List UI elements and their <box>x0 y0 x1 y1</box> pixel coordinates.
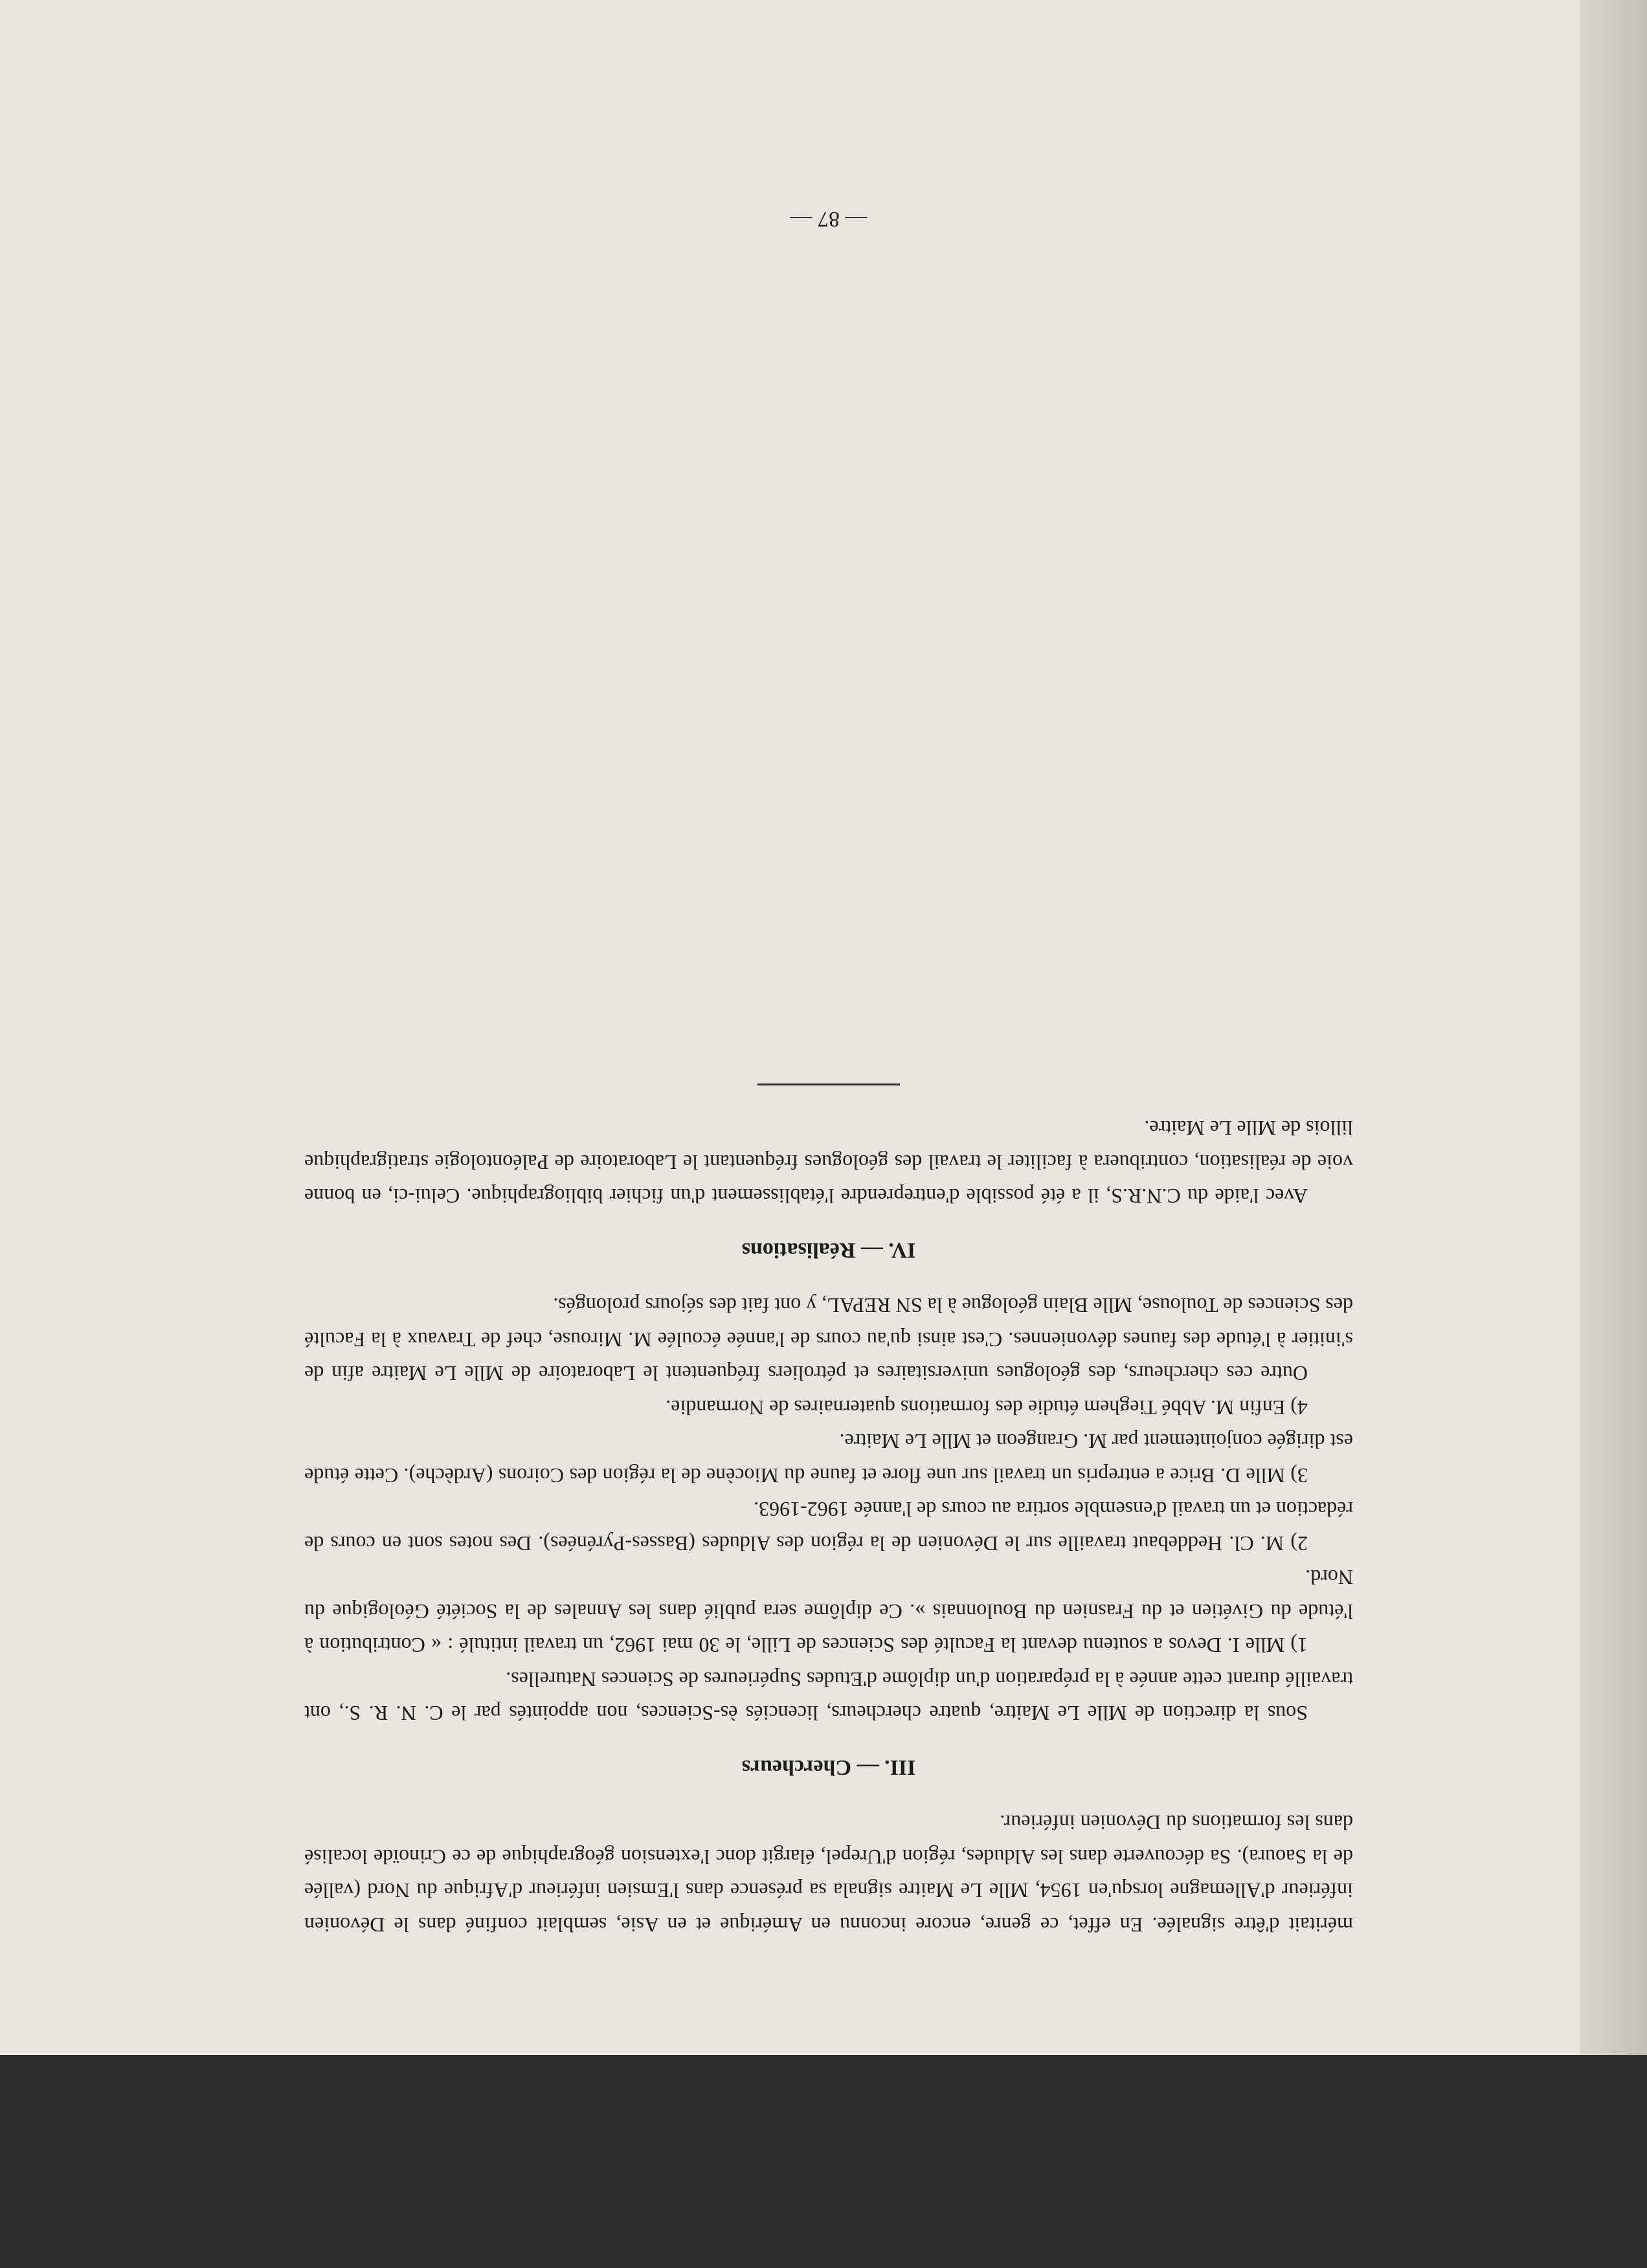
realisations-paragraph: Avec l'aide du C.N.R.S, il a été possible d'entreprendre l'établissement d'un fichier bibliographique. Celui-ci, en bonne voie de réalisation, contribuera à faciliter le travail des géologues fréquentant le Laboratoire de Paléontologie stratigraphique lillois de Mlle Le Maitre. <box>304 1117 1353 1208</box>
paper-edge <box>1580 0 1647 2055</box>
section-heading-chercheurs: III. — Chercheurs <box>741 1755 916 1779</box>
chercheur-item-3: 3) Mlle D. Brice a entrepris un travail sur une flore et faune du Miocène de la région des Coirons (Ardèche). Cette étude est dirigée conjointement par M. Grangeon et Mlle Le Maitre. <box>304 1430 1353 1487</box>
section-heading-realisations: IV. — Réalisations <box>741 1238 916 1262</box>
chercheurs-closing: Outre ces chercheurs, des géologues universitaires et pétroliers fréquentent le Laboratoire de Mlle Le Maitre afin de s'initier à l'étude des faunes dévoniennes. C'est ainsi qu'au cours de l'année écoulée M. Mirouse, chef de Travaux à la Faculté des Sciences de Toulouse, Mlle Blain géologue à la SN REPAL, y ont fait des séjours prolongés. <box>304 1294 1353 1386</box>
chercheur-item-2: 2) M. Cl. Heddebaut travaille sur le Dévonien de la région des Aldudes (Basses-Pyrénées). Des notes sont en cours de rédaction et un travail d'ensemble sortira au cours de l'année 1962-1963. <box>304 1498 1353 1555</box>
section-divider-rule <box>757 1084 900 1085</box>
carryover-paragraph: méritait d'être signalée. En effet, ce genre, encore inconnu en Amérique et en Asie, semblait confiné dans le Dévonien inférieur d'Allemagne lorsqu'en 1954, Mlle Le Maitre signala sa présence dans l'Emsien inférieur d'Afrique du Nord (vallée de la Saoura). Sa découverte dans les Aldudes, région d'Urepel, élargit donc l'extension géographique de ce Crinoïde localisé dans les formations du Dévonien inférieur. <box>304 1811 1353 1937</box>
chercheurs-intro: Sous la direction de Mlle Le Maitre, quatre chercheurs, licenciés ès-Sciences, non appointés par le C. N. R. S., ont travaillé durant cette année à la préparation d'un diplôme d'Etudes Supérieures de Sciences Naturelles. <box>304 1668 1353 1726</box>
rotated-page-content <box>304 194 1353 1942</box>
scanner-background <box>0 2055 1647 2268</box>
page-number: — 87 — <box>790 207 868 232</box>
chercheur-item-4: 4) Enfin M. Abbé Tieghem étudie des formations quaternaires de Normandie. <box>666 1396 1308 1419</box>
chercheur-item-1: 1) Mlle I. Devos a soutenu devant la Faculté des Sciences de Lille, le 30 mai 1962, un travail intitulé : « Contribution à l'étude du Givétien et du Frasnien du Boulonnais ». Ce diplôme sera publié dans les Annales de la Société Géologique du Nord. <box>304 1566 1353 1658</box>
